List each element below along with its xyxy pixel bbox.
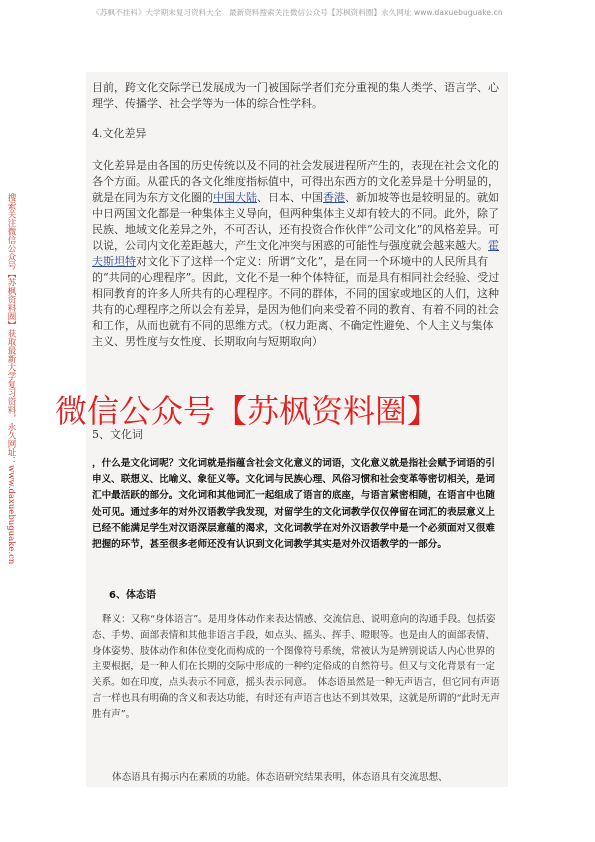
paragraph-culture-difference xyxy=(92,158,500,350)
paragraph-body-language-function: 体态语具有揭示内在素质的功能。体态语研究结果表明，体态语具有交流思想、 xyxy=(112,772,448,783)
heading-culture-difference: 4.文化差异 xyxy=(92,127,147,140)
paragraph-body-language-definition: 释义：又称“身体语言”。是用身体动作来表达情感、交流信息、说明意向的沟通手段。包括姿态、手势、面部表情和其他非语言手段，如点头、摇头、挥手、瞪眼等。也是由人的面部表情、身体姿势、肢体动作和体位变化而构成的一个图像符号系统，常被认为是辨别说话人内心世界的主要根据，是一种人们在长期的交际中形成的一种约定俗成的自然符号。但又与文化背景有一定关系。如在印度，点头表示不同意，摇头表示同意。 体态语虽然是一种无声语言，但它同有声语言一样也具有明确的含义和表达功能，有时还有声语言也达不到其效果，这就是所谓的“此时无声胜有声”。 xyxy=(92,614,500,720)
side-watermark: 搜索关注微信公众号【苏枫资料圈】获取最新大学复习资料，永久网址：www.daxuebuguake.cn xyxy=(6,193,16,565)
paragraph-culture-words: ，什么是文化词呢？文化词就是指蕴含社会文化意义的词语，文化意义就是指社会赋予词语的引申义、联想义、比喻义、象征义等。文化词与民族心理、风俗习惯和社会变革等密切相关，是词汇中最活跃的部分。文化词和其他词汇一起组成了语言的底座，与语言紧密相随，在语言中也随处可见。通过多年的对外汉语教学我发现，对留学生的文化词教学仅仅停留在词汇的表层意义上已经不能满足学生对汉语深层意蕴的渴求，文化词教学在对外汉语教学中是一个必须面对又很难把握的环节，甚至很多老师还没有认识到文化词教学其实是对外汉语教学的一部分。 xyxy=(92,458,495,551)
text-segment: 对文化下了这样一个定义：所谓“文化”，是在同一个环境中的人民所具有的“共同的心理程序”。因此，文化不是一种个体特征，而是具有相同社会经验、受过相同教育的许多人所共有的心理程序。不同的群体，不同的国家或地区的人们，这种共有的心理程序之所以会有差异，是因为他们向来受着不同的教育、有着不同的社会和工作，从而也就有不同的思维方式。（权力距离、不确定性避免、个人主义与集体主义、男性度与女性度、长期取向与短期取向） xyxy=(92,255,500,348)
red-watermark: 微信公众号【苏枫资料圈】 xyxy=(55,392,440,430)
text-segment: 文化差异是由各国的历史传统以及不同的社会发展进程所产生的，表现在社会文化的各个方面。从霍氏的各文化维度指标值中，可得出东西方的文化差异是十分明显的，就是在同为东方文化圈的 xyxy=(92,159,499,204)
link-hofstede[interactable]: 霍夫斯坦特 xyxy=(92,239,499,268)
heading-culture-words: 5、文化词 xyxy=(92,428,143,441)
link-hong-kong[interactable]: 香港 xyxy=(323,191,345,204)
text-segment: 、日本、中国 xyxy=(257,191,323,204)
link-china-mainland[interactable]: 中国大陆 xyxy=(213,191,257,204)
page-header: 《苏枫不挂科》大学期末复习资料大全 最新资料搜索关注微信公众号【苏枫资料圈】永久网址 www.daxuebuguake.cn xyxy=(92,8,503,17)
heading-body-language: 6、体态语 xyxy=(109,590,156,601)
text-segment: 、新加坡等也是较明显的。就如中日两国文化都是一种集体主义导向，但两种集体主义却有较大的不同。此外，除了民族、地域文化差异之外，不可否认，还有投资合作伙伴“公司文化”的风格差异。可以说，公司内文化差距越大，产生文化冲突与困惑的可能性与强度就会越来越大。 xyxy=(92,191,500,252)
paragraph-intro: 目前，跨文化交际学已发展成为一门被国际学者们充分重视的集人类学、语言学、心理学、传播学、社会学等为一体的综合性学科。 xyxy=(92,81,499,110)
